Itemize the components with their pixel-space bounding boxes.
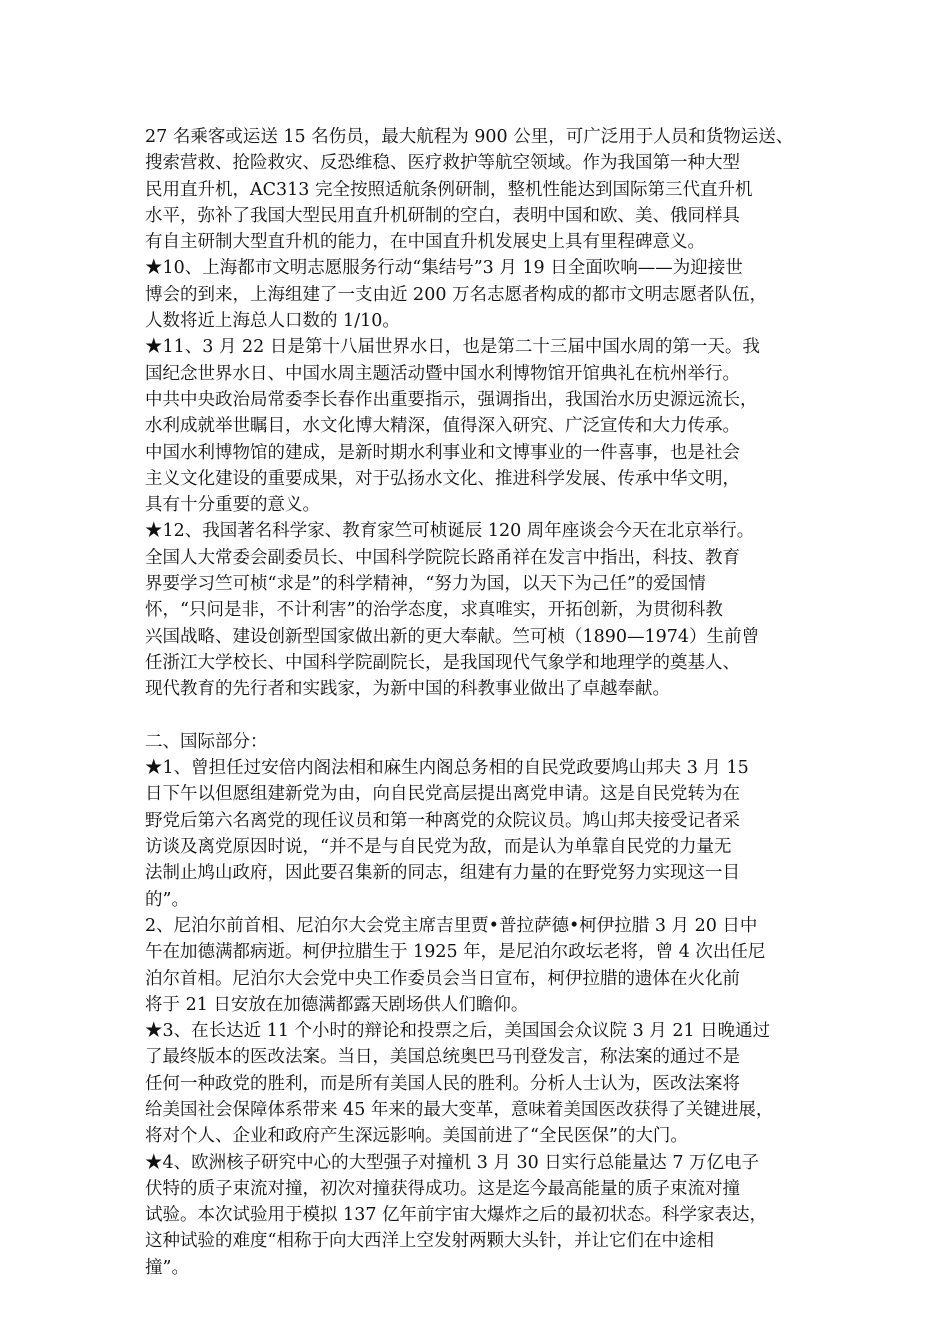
news-paragraph xyxy=(145,334,825,518)
text-line: 国纪念世界水日、中国水周主题活动暨中国水利博物馆开馆典礼在杭州举行。 xyxy=(145,363,740,384)
text-line: 界要学习竺可桢“求是”的科学精神，“努力为国，以天下为己任”的爱国情 xyxy=(145,574,706,595)
news-paragraph xyxy=(145,913,825,1018)
text-line: ★12、我国著名科学家、教育家竺可桢诞辰 120 周年座谈会今天在北京举行。 xyxy=(145,521,755,542)
news-paragraph xyxy=(145,1150,825,1281)
text-line: 给美国社会保障体系带来 45 年来的最大变革，意味着美国医改获得了关键进展， xyxy=(145,1099,774,1120)
text-line: ★11、3 月 22 日是第十八届世界水日，也是第二十三届中国水周的第一天。我 xyxy=(145,337,760,358)
blank-line xyxy=(145,703,825,729)
text-line: 将对个人、企业和政府产生深远影响。美国前进了“全民医保”的大门。 xyxy=(145,1126,688,1147)
text-line: 这种试验的难度“相称于向大西洋上空发射两颗大头针，并让它们在中途相 xyxy=(145,1231,714,1252)
section-heading xyxy=(145,729,825,755)
text-line: 27 名乘客或运送 15 名伤员，最大航程为 900 公里，可广泛用于人员和货物运送、 xyxy=(145,127,794,147)
news-paragraph xyxy=(145,124,825,255)
text-line: 水利成就举世瞩目，水文化博大精深，值得深入研究、广泛宣传和大力传承。 xyxy=(145,416,740,437)
text-line: 泊尔首相。尼泊尔大会党中央工作委员会当日宣布，柯伊拉腊的遗体在火化前 xyxy=(145,968,740,989)
text-line: 任何一种政党的胜利，而是所有美国人民的胜利。分析人士认为，医改法案将 xyxy=(145,1073,740,1094)
text-line: ★4、欧洲核子研究中心的大型强子对撞机 3 月 30 日实行总能量达 7 万亿电子 xyxy=(145,1152,760,1173)
text-line: 有自主研制大型直升机的能力，在中国直升机发展史上具有里程碑意义。 xyxy=(145,232,705,253)
text-line: 任浙江大学校长、中国科学院副院长，是我国现代气象学和地理学的奠基人、 xyxy=(145,652,740,673)
news-paragraph xyxy=(145,255,825,334)
text-line: 的”。 xyxy=(145,889,189,910)
text-line: 怀，“只问是非，不计利害”的治学态度，求真唯实，开拓创新，为贯彻科教 xyxy=(145,600,723,621)
text-line: 试验。本次试验用于模拟 137 亿年前宇宙大爆炸之后的最初状态。科学家表达， xyxy=(145,1205,768,1226)
text-line: 将于 21 日安放在加德满都露天剧场供人们瞻仰。 xyxy=(145,994,529,1015)
text-line: 日下午以但愿组建新党为由，向自民党高层提出离党申请。这是自民党转为在 xyxy=(145,784,740,805)
text-line: 兴国战略、建设创新型国家做出新的更大奉献。竺可桢（1890—1974）生前曾 xyxy=(145,626,760,647)
text-line: ★10、上海都市文明志愿服务行动“集结号”3 月 19 日全面吹响——为迎接世 xyxy=(145,258,743,279)
text-line: 二、国际部分： xyxy=(145,731,268,752)
text-line: 现代教育的先行者和实践家，为新中国的科教事业做出了卓越奉献。 xyxy=(145,679,670,700)
text-line: 民用直升机，AC313 完全按照适航条例研制，整机性能达到国际第三代直升机 xyxy=(145,179,753,200)
text-line: 人数将近上海总人口数的 1/10。 xyxy=(145,311,400,332)
text-line: 具有十分重要的意义。 xyxy=(145,495,320,516)
text-line: 全国人大常委会副委员长、中国科学院院长路甬祥在发言中指出，科技、教育 xyxy=(145,547,740,568)
text-line: 博会的到来，上海组建了一支由近 200 万名志愿者构成的都市文明志愿者队伍， xyxy=(145,284,768,305)
text-line: ★1、曾担任过安倍内阁法相和麻生内阁总务相的自民党政要鸠山邦夫 3 月 15 xyxy=(145,758,749,779)
text-line: 法制止鸠山政府，因此要召集新的同志，组建有力量的在野党努力实现这一目 xyxy=(145,863,740,884)
text-line: 2、尼泊尔前首相、尼泊尔大会党主席吉里贾•普拉萨德•柯伊拉腊 3 月 20 日中 xyxy=(145,915,758,936)
text-line: 伏特的质子束流对撞，初次对撞获得成功。这是迄今最高能量的质子束流对撞 xyxy=(145,1178,740,1199)
text-line: 中国水利博物馆的建成，是新时期水利事业和文博事业的一件喜事，也是社会 xyxy=(145,442,740,463)
text-line: ★3、在长达近 11 个小时的辩论和投票之后，美国国会众议院 3 月 21 日晚通过 xyxy=(145,1021,771,1042)
news-paragraph xyxy=(145,755,825,913)
news-paragraph xyxy=(145,518,825,702)
text-line: 水平，弥补了我国大型民用直升机研制的空白，表明中国和欧、美、俄同样具 xyxy=(145,205,740,226)
text-line: 主义文化建设的重要成果，对于弘扬水文化、推进科学发展、传承中华文明， xyxy=(145,468,740,489)
document-body xyxy=(145,124,825,1281)
text-line: 中共中央政治局常委李长春作出重要指示，强调指出，我国治水历史源远流长， xyxy=(145,389,758,410)
text-line: 野党后第六名离党的现任议员和第一种离党的众院议员。鸠山邦夫接受记者采 xyxy=(145,810,740,831)
news-paragraph xyxy=(145,1018,825,1149)
text-line: 搜索营救、抢险救灾、反恐维稳、医疗救护等航空领域。作为我国第一种大型 xyxy=(145,153,740,174)
text-line: 午在加德满都病逝。柯伊拉腊生于 1925 年，是尼泊尔政坛老将，曾 4 次出任尼 xyxy=(145,942,766,963)
text-line: 访谈及离党原因时说，“并不是与自民党为敌，而是认为单靠自民党的力量无 xyxy=(145,837,732,858)
text-line: 了最终版本的医改法案。当日，美国总统奥巴马刊登发言，称法案的通过不是 xyxy=(145,1047,740,1068)
text-line: 撞”。 xyxy=(145,1257,189,1278)
